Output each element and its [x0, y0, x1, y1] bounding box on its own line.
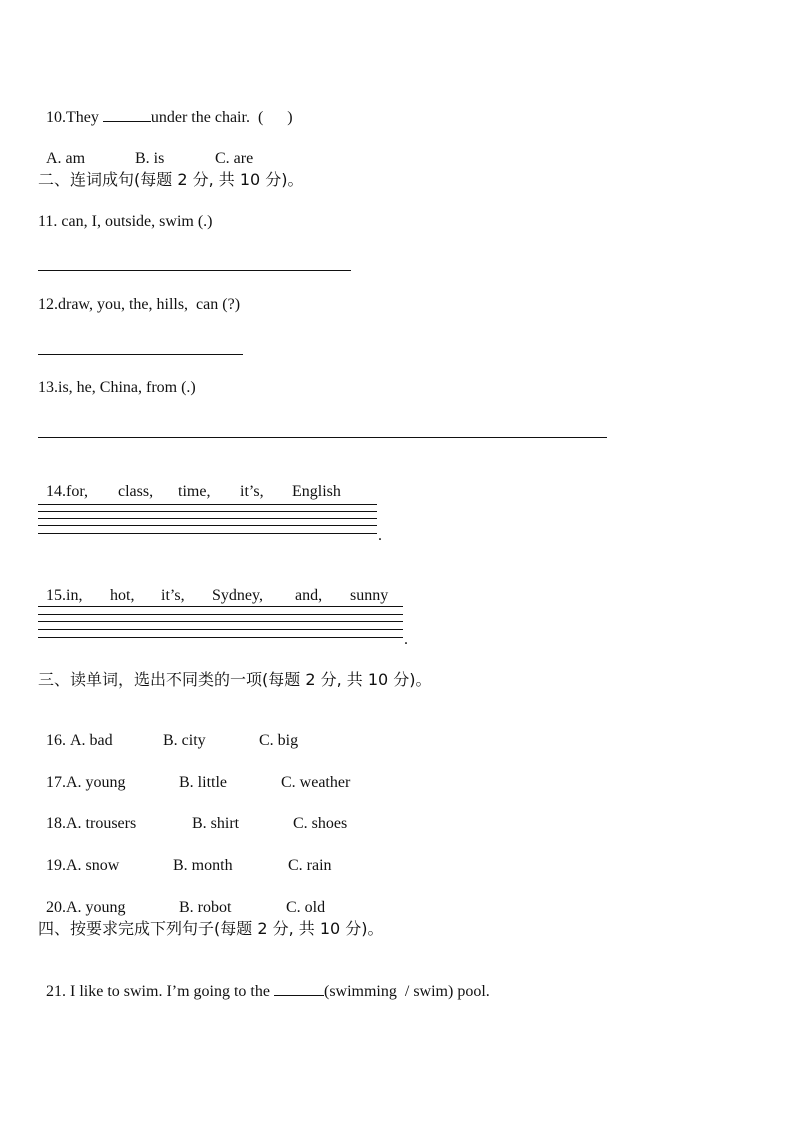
period-mark: . [378, 527, 382, 544]
question-number: 19. [46, 857, 66, 874]
answer-line[interactable] [38, 525, 377, 526]
question-10-options [38, 129, 253, 169]
question-20 [38, 878, 325, 918]
option-c: C. shoes [293, 815, 348, 832]
option-a: A. am [46, 150, 86, 167]
answer-line[interactable] [38, 504, 377, 505]
answer-line[interactable] [38, 437, 607, 438]
option-a: A. snow [66, 857, 120, 874]
section-2-heading: 二、连词成句(每题 2 分, 共 10 分)。 [38, 170, 304, 189]
section-3-heading: 三、读单词，选出不同类的一项(每题 2 分, 共 10 分)。 [38, 670, 432, 689]
option-b: B. is [135, 150, 165, 167]
question-13: 13.is, he, China, from (.) [38, 379, 196, 396]
option-c: C. old [286, 899, 326, 916]
option-b: B. city [163, 732, 206, 749]
answer-line[interactable] [38, 270, 351, 271]
word: sunny [350, 587, 389, 604]
word: time, [178, 483, 211, 500]
question-number: 18. [46, 815, 66, 832]
period-mark: . [404, 631, 408, 648]
question-16 [38, 711, 298, 751]
word: 14.for, [46, 483, 89, 500]
word: English [292, 483, 341, 500]
answer-line[interactable] [38, 629, 403, 630]
question-number: 20. [46, 899, 66, 916]
option-b: B. shirt [192, 815, 240, 832]
answer-line[interactable] [38, 606, 403, 607]
question-12: 12.draw, you, the, hills, can (?) [38, 296, 241, 313]
answer-line[interactable] [38, 533, 377, 534]
answer-line[interactable] [38, 354, 243, 355]
answer-line[interactable] [38, 511, 377, 512]
option-a: A. young [66, 899, 126, 916]
word: hot, [110, 587, 135, 604]
question-number: 16. [46, 732, 70, 749]
question-21-suffix: (swimming / swim) pool. [323, 983, 490, 1000]
question-21 [38, 961, 490, 1002]
question-18 [38, 794, 347, 834]
answer-blank[interactable] [103, 107, 151, 122]
option-b: B. month [173, 857, 233, 874]
question-15 [38, 566, 388, 606]
option-a: A. trousers [66, 815, 137, 832]
option-c: C. are [215, 150, 254, 167]
word: it’s, [240, 483, 264, 500]
question-19 [38, 836, 332, 876]
question-17 [38, 753, 350, 793]
answer-line[interactable] [38, 518, 377, 519]
option-b: B. robot [179, 899, 232, 916]
section-4-heading: 四、按要求完成下列句子(每题 2 分, 共 10 分)。 [38, 919, 384, 938]
question-10-suffix: under the chair. ( ) [150, 109, 293, 126]
answer-line[interactable] [38, 621, 403, 622]
option-c: C. weather [281, 774, 351, 791]
option-a: A. bad [70, 732, 113, 749]
question-number: 17. [46, 774, 66, 791]
answer-line[interactable] [38, 637, 403, 638]
word: and, [295, 587, 323, 604]
option-c: C. rain [288, 857, 332, 874]
option-c: C. big [259, 732, 299, 749]
word: Sydney, [212, 587, 263, 604]
word: 15.in, [46, 587, 83, 604]
word: it’s, [161, 587, 185, 604]
word: class, [118, 483, 154, 500]
answer-line[interactable] [38, 614, 403, 615]
question-11: 11. can, I, outside, swim (.) [38, 213, 213, 230]
question-10 [38, 87, 293, 128]
question-14 [38, 462, 341, 502]
option-b: B. little [179, 774, 227, 791]
question-10-prefix: 10.They [46, 109, 103, 126]
option-a: A. young [66, 774, 126, 791]
question-21-prefix: 21. I like to swim. I’m going to the [46, 983, 274, 1000]
answer-blank[interactable] [274, 981, 324, 996]
